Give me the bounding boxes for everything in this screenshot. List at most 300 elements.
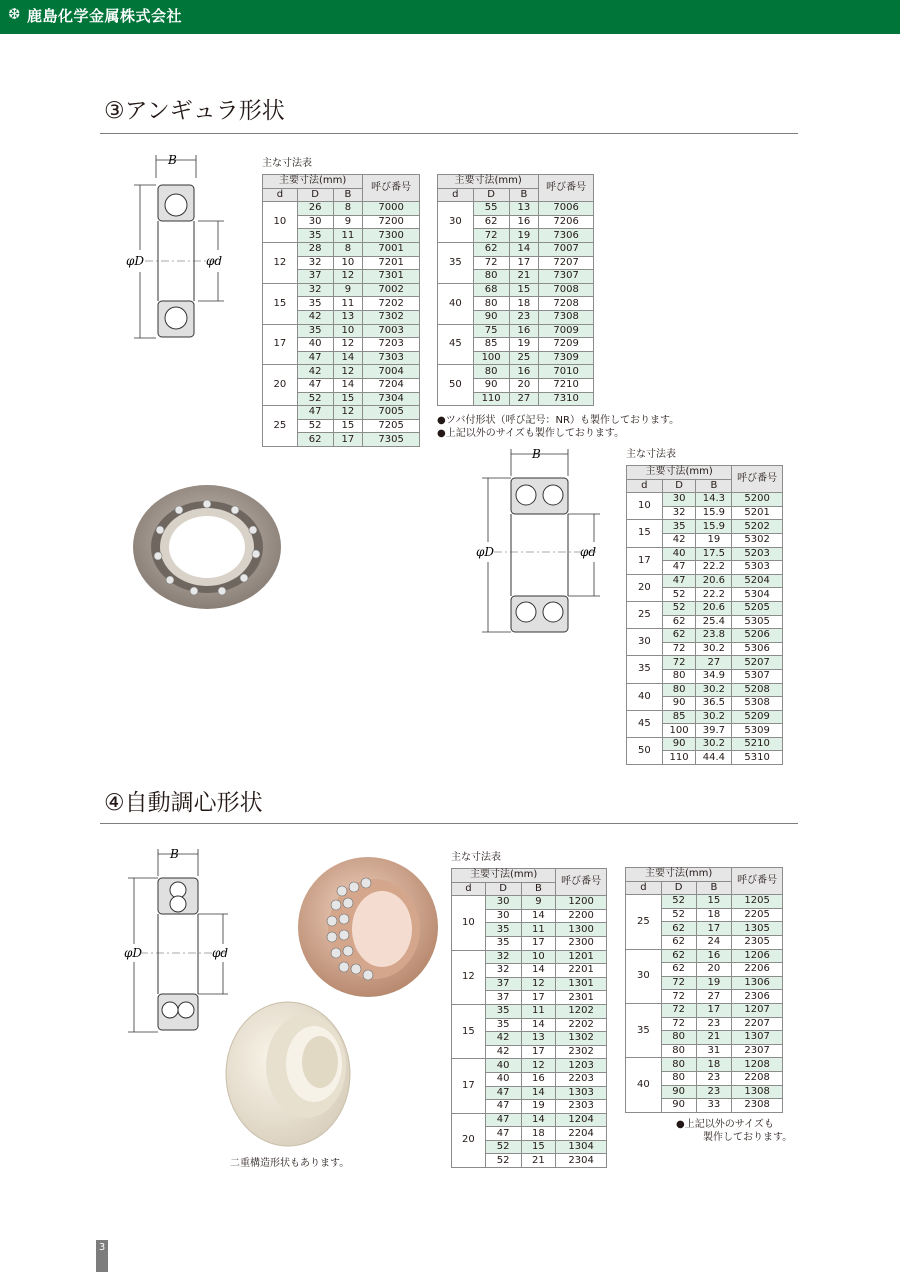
outer-D-cell: 80: [662, 669, 696, 683]
bearing-number-cell: 5207: [732, 656, 783, 670]
outer-D-cell: 62: [661, 963, 696, 977]
table-row: [627, 656, 783, 670]
outer-D-cell: 100: [473, 351, 509, 365]
section4-title: ④自動調心形状: [104, 790, 263, 816]
bearing-number-cell: 1205: [732, 895, 783, 909]
outer-D-cell: 35: [485, 1018, 521, 1032]
outer-D-cell: 30: [485, 896, 521, 910]
table-row: [263, 283, 420, 297]
outer-D-cell: 80: [661, 1071, 696, 1085]
outer-D-cell: 52: [297, 392, 333, 406]
outer-D-cell: 100: [662, 724, 696, 738]
s4-note-line1: ●上記以外のサイズも: [676, 1119, 774, 1130]
outer-D-cell: 47: [485, 1086, 521, 1100]
bearing-number-cell: 2208: [732, 1071, 783, 1085]
outer-D-cell: 62: [662, 629, 696, 643]
width-B-cell: 11: [521, 1004, 556, 1018]
outer-D-cell: 47: [485, 1100, 521, 1114]
width-B-cell: 16: [509, 324, 539, 338]
table-row: [438, 324, 594, 338]
bearing-number-cell: 1204: [556, 1113, 607, 1127]
outer-D-cell: 80: [661, 1058, 696, 1072]
bore-d-cell: 25: [627, 601, 663, 628]
width-B-cell: 15: [333, 392, 363, 406]
outer-D-cell: 52: [485, 1140, 521, 1154]
outer-D-cell: 75: [473, 324, 509, 338]
outer-D-cell: 62: [297, 433, 333, 447]
bearing-number-cell: 2201: [556, 964, 607, 978]
outer-D-cell: 47: [297, 378, 333, 392]
width-B-cell: 14: [521, 909, 556, 923]
width-B-cell: 16: [696, 949, 732, 963]
bearing-number-cell: 7006: [539, 202, 594, 216]
s3-table2-caption: 主な寸法表: [626, 449, 676, 460]
width-B-cell: 15: [696, 895, 732, 909]
bearing-number-cell: 1300: [556, 923, 607, 937]
bore-d-cell: 12: [452, 950, 486, 1004]
outer-D-cell: 47: [662, 574, 696, 588]
s4-note-line2: 製作しております。: [703, 1132, 793, 1143]
table-row: [626, 895, 783, 909]
bearing-number-cell: 7302: [363, 310, 420, 324]
bearing-number-cell: 5205: [732, 601, 783, 615]
bearing-number-cell: 2203: [556, 1072, 607, 1086]
self-aligning-table-left: 主要寸法(mm) 呼び番号 d D B 10 30 9 1200 30 14 2200 35 11 1300 35 17 2300 12 32 10 1201 32 14 2201 37 12 1301 37 17 2301 15 35 11 1202 35 14 2202 42 13 1302 42 17 2302 17 40 12 1203 40 16 2203 47 14 1303 47 19 2303 20 47 14 1204 47 18 2204 52 15 1304 52 21 2304: [451, 868, 607, 1168]
bearing-number-cell: 7210: [539, 378, 594, 392]
bore-d-cell: 25: [263, 406, 298, 447]
bore-d-cell: 35: [438, 242, 474, 283]
snowflake-icon: ❆: [8, 5, 21, 23]
bore-d-cell: 30: [627, 629, 663, 656]
bearing-number-cell: 1307: [732, 1031, 783, 1045]
width-B-cell: 13: [521, 1032, 556, 1046]
table-row: [263, 242, 420, 256]
outer-D-cell: 26: [297, 202, 333, 216]
table-row: [452, 1004, 607, 1018]
bearing-number-cell: 1202: [556, 1004, 607, 1018]
width-B-cell: 17: [521, 936, 556, 950]
bearing-number-cell: 5200: [732, 493, 783, 507]
outer-D-cell: 35: [297, 324, 333, 338]
section3-rule: [100, 133, 798, 134]
table-row: [452, 1113, 607, 1127]
width-B-cell: 14: [521, 1018, 556, 1032]
svg-text:B: B: [532, 447, 541, 461]
bearing-number-cell: 1200: [556, 896, 607, 910]
bearing-number-cell: 2301: [556, 991, 607, 1005]
bearing-number-cell: 1206: [732, 949, 783, 963]
bore-d-cell: 10: [452, 896, 486, 950]
bearing-number-cell: 2302: [556, 1045, 607, 1059]
outer-D-cell: 32: [297, 256, 333, 270]
table-row: [627, 629, 783, 643]
width-B-cell: 16: [521, 1072, 556, 1086]
bearing-number-cell: 5203: [732, 547, 783, 561]
outer-D-cell: 62: [473, 215, 509, 229]
bearing-number-cell: 1304: [556, 1140, 607, 1154]
width-B-cell: 23: [696, 1017, 732, 1031]
outer-D-cell: 90: [662, 697, 696, 711]
angular-bearing-diagram: [120, 150, 240, 345]
outer-D-cell: 47: [297, 351, 333, 365]
outer-D-cell: 47: [485, 1127, 521, 1141]
bearing-number-cell: 1306: [732, 976, 783, 990]
bearing-number-cell: 7003: [363, 324, 420, 338]
width-B-cell: 10: [333, 256, 363, 270]
width-B-cell: 15.9: [696, 520, 732, 534]
outer-D-cell: 35: [662, 520, 696, 534]
bearing-number-cell: 2303: [556, 1100, 607, 1114]
outer-D-cell: 62: [661, 922, 696, 936]
bearing-number-cell: 1208: [732, 1058, 783, 1072]
double-row-table: 主要寸法(mm) 呼び番号 d D B 10 30 14.3 5200 32 15.9 5201 15 35 15.9 5202 42 19 5302 17 40 17.5 5203 47 22.2 5303 20 47 20.6 5204 52 22.2 5304 25 52 20.6 5205 62 25.4 5305 30 62 23.8 5206 72 30.2 5306 35 72 27 5207 80 34.9 5307 40 80 30.2 5208 90 36.5 5308 45 85 30.2 5209 100 39.7 5309 50 90 30.2 5210 110 44.4 5310: [626, 465, 783, 765]
outer-D-cell: 90: [473, 310, 509, 324]
bearing-number-cell: 7205: [363, 419, 420, 433]
width-B-cell: 20.6: [696, 601, 732, 615]
bearing-number-cell: 7208: [539, 297, 594, 311]
outer-D-cell: 80: [473, 297, 509, 311]
width-B-cell: 14: [521, 1113, 556, 1127]
table-row: [263, 406, 420, 420]
bore-d-cell: 17: [263, 324, 298, 365]
bearing-number-cell: 5305: [732, 615, 783, 629]
outer-D-cell: 37: [485, 991, 521, 1005]
angular-bearing-photo: [130, 482, 285, 612]
width-B-cell: 12: [333, 270, 363, 284]
bearing-number-cell: 5202: [732, 520, 783, 534]
outer-D-cell: 42: [485, 1032, 521, 1046]
bearing-number-cell: 7305: [363, 433, 420, 447]
outer-D-cell: 35: [297, 229, 333, 243]
outer-D-cell: 32: [485, 950, 521, 964]
bore-d-cell: 17: [627, 547, 663, 574]
table-row: [438, 242, 594, 256]
outer-D-cell: 42: [662, 533, 696, 547]
bore-d-cell: 15: [452, 1004, 486, 1058]
note-nr: ●ツバ付形状（呼び記号：NR）も製作しております。: [437, 415, 680, 426]
bearing-number-cell: 2305: [732, 935, 783, 949]
bearing-number-cell: 2205: [732, 908, 783, 922]
outer-D-cell: 85: [662, 710, 696, 724]
bearing-number-cell: 7002: [363, 283, 420, 297]
outer-D-cell: 32: [485, 964, 521, 978]
table-row: [626, 1003, 783, 1017]
bearing-number-cell: 7004: [363, 365, 420, 379]
width-B-cell: 21: [509, 270, 539, 284]
label-B: B: [168, 153, 177, 167]
bore-d-cell: 20: [452, 1113, 486, 1167]
outer-D-cell: 32: [297, 283, 333, 297]
bearing-number-cell: 5304: [732, 588, 783, 602]
bearing-number-cell: 7300: [363, 229, 420, 243]
bore-d-cell: 10: [263, 202, 298, 243]
width-B-cell: 23: [696, 1085, 732, 1099]
width-B-cell: 17: [696, 922, 732, 936]
outer-D-cell: 47: [662, 561, 696, 575]
bearing-number-cell: 7306: [539, 229, 594, 243]
width-B-cell: 20: [509, 378, 539, 392]
bearing-number-cell: 1203: [556, 1059, 607, 1073]
table-row: [627, 737, 783, 751]
width-B-cell: 27: [509, 392, 539, 406]
width-B-cell: 17: [696, 1003, 732, 1017]
outer-D-cell: 35: [485, 936, 521, 950]
table-row: [438, 365, 594, 379]
svg-text:φD: φD: [124, 946, 143, 960]
bearing-number-cell: 5309: [732, 724, 783, 738]
self-aligning-bearing-photo: [296, 855, 441, 1000]
bore-d-cell: 20: [627, 574, 663, 601]
outer-D-cell: 68: [473, 283, 509, 297]
bore-d-cell: 25: [626, 895, 662, 949]
company-name: 鹿島化学金属株式会社: [27, 7, 183, 25]
bearing-number-cell: 1308: [732, 1085, 783, 1099]
table-row: [626, 949, 783, 963]
outer-D-cell: 62: [661, 935, 696, 949]
bearing-number-cell: 7203: [363, 338, 420, 352]
bore-d-cell: 12: [263, 242, 298, 283]
bearing-number-cell: 7008: [539, 283, 594, 297]
width-B-cell: 30.2: [696, 683, 732, 697]
outer-D-cell: 80: [662, 683, 696, 697]
outer-D-cell: 90: [473, 378, 509, 392]
width-B-cell: 11: [521, 923, 556, 937]
note-other-sizes: ●上記以外のサイズも製作しております。: [437, 428, 625, 439]
outer-D-cell: 72: [473, 229, 509, 243]
width-B-cell: 14: [509, 242, 539, 256]
outer-D-cell: 30: [662, 493, 696, 507]
head-no: 呼び番号: [363, 175, 420, 202]
width-B-cell: 34.9: [696, 669, 732, 683]
svg-text:φD: φD: [476, 545, 495, 559]
outer-D-cell: 72: [661, 990, 696, 1004]
bearing-number-cell: 5210: [732, 737, 783, 751]
width-B-cell: 13: [333, 310, 363, 324]
head-D: D: [297, 188, 333, 202]
table-row: [626, 1058, 783, 1072]
bore-d-cell: 50: [438, 365, 474, 406]
width-B-cell: 14: [521, 964, 556, 978]
bearing-number-cell: 2307: [732, 1044, 783, 1058]
width-B-cell: 27: [696, 656, 732, 670]
bearing-number-cell: 5303: [732, 561, 783, 575]
bearing-number-cell: 5204: [732, 574, 783, 588]
bearing-number-cell: 1302: [556, 1032, 607, 1046]
width-B-cell: 15.9: [696, 506, 732, 520]
outer-D-cell: 72: [661, 976, 696, 990]
bearing-number-cell: 2308: [732, 1099, 783, 1113]
bearing-number-cell: 2204: [556, 1127, 607, 1141]
width-B-cell: 30.2: [696, 710, 732, 724]
width-B-cell: 25.4: [696, 615, 732, 629]
bearing-number-cell: 7310: [539, 392, 594, 406]
table-row: [438, 202, 594, 216]
outer-D-cell: 90: [661, 1085, 696, 1099]
outer-D-cell: 52: [297, 419, 333, 433]
outer-D-cell: 80: [661, 1044, 696, 1058]
width-B-cell: 12: [333, 338, 363, 352]
width-B-cell: 19: [521, 1100, 556, 1114]
bore-d-cell: 50: [627, 737, 663, 764]
table-row: [627, 520, 783, 534]
table-row: [627, 601, 783, 615]
bearing-number-cell: 7207: [539, 256, 594, 270]
width-B-cell: 10: [333, 324, 363, 338]
bore-d-cell: 35: [626, 1003, 662, 1057]
width-B-cell: 36.5: [696, 697, 732, 711]
bearing-number-cell: 2200: [556, 909, 607, 923]
outer-D-cell: 40: [662, 547, 696, 561]
bearing-number-cell: 7200: [363, 215, 420, 229]
outer-D-cell: 110: [473, 392, 509, 406]
table-row: [263, 324, 420, 338]
svg-text:φd: φd: [580, 545, 597, 559]
page-header: [0, 0, 900, 34]
bearing-number-cell: 2306: [732, 990, 783, 1004]
width-B-cell: 17: [509, 256, 539, 270]
outer-D-cell: 62: [473, 242, 509, 256]
bearing-number-cell: 5310: [732, 751, 783, 765]
outer-D-cell: 35: [485, 923, 521, 937]
label-phid: φd: [206, 254, 223, 268]
width-B-cell: 13: [509, 202, 539, 216]
table-row: [263, 365, 420, 379]
bearing-number-cell: 1207: [732, 1003, 783, 1017]
width-B-cell: 9: [333, 215, 363, 229]
table-row: [627, 683, 783, 697]
head-B: B: [333, 188, 363, 202]
bore-d-cell: 35: [627, 656, 663, 683]
width-B-cell: 17: [521, 991, 556, 1005]
outer-D-cell: 52: [661, 895, 696, 909]
width-B-cell: 39.7: [696, 724, 732, 738]
bearing-number-cell: 7309: [539, 351, 594, 365]
width-B-cell: 23: [696, 1071, 732, 1085]
bore-d-cell: 45: [627, 710, 663, 737]
bore-d-cell: 15: [263, 283, 298, 324]
table-row: [452, 950, 607, 964]
width-B-cell: 12: [333, 365, 363, 379]
angular-table-left: [262, 174, 420, 447]
bearing-number-cell: 7201: [363, 256, 420, 270]
bore-d-cell: 45: [438, 324, 474, 365]
outer-D-cell: 72: [662, 642, 696, 656]
width-B-cell: 17.5: [696, 547, 732, 561]
width-B-cell: 15: [509, 283, 539, 297]
width-B-cell: 19: [509, 229, 539, 243]
outer-D-cell: 30: [297, 215, 333, 229]
width-B-cell: 17: [333, 433, 363, 447]
table-row: [438, 283, 594, 297]
bearing-number-cell: 5302: [732, 533, 783, 547]
bearing-number-cell: 5306: [732, 642, 783, 656]
outer-D-cell: 35: [485, 1004, 521, 1018]
outer-D-cell: 80: [661, 1031, 696, 1045]
bearing-number-cell: 7308: [539, 310, 594, 324]
outer-D-cell: 90: [661, 1099, 696, 1113]
outer-D-cell: 80: [473, 365, 509, 379]
svg-text:B: B: [170, 847, 179, 861]
width-B-cell: 30.2: [696, 737, 732, 751]
width-B-cell: 9: [521, 896, 556, 910]
outer-D-cell: 52: [662, 601, 696, 615]
bearing-number-cell: 7009: [539, 324, 594, 338]
bearing-number-cell: 5206: [732, 629, 783, 643]
width-B-cell: 8: [333, 202, 363, 216]
outer-D-cell: 85: [473, 338, 509, 352]
outer-D-cell: 62: [661, 949, 696, 963]
table-row: [627, 493, 783, 507]
width-B-cell: 15: [521, 1140, 556, 1154]
outer-D-cell: 42: [297, 365, 333, 379]
bearing-number-cell: 7304: [363, 392, 420, 406]
width-B-cell: 19: [696, 533, 732, 547]
width-B-cell: 44.4: [696, 751, 732, 765]
outer-D-cell: 110: [662, 751, 696, 765]
bearing-number-cell: 2304: [556, 1154, 607, 1168]
outer-D-cell: 47: [297, 406, 333, 420]
outer-D-cell: 47: [485, 1113, 521, 1127]
width-B-cell: 18: [696, 1058, 732, 1072]
outer-D-cell: 42: [297, 310, 333, 324]
outer-D-cell: 55: [473, 202, 509, 216]
bearing-number-cell: 7005: [363, 406, 420, 420]
outer-D-cell: 40: [297, 338, 333, 352]
outer-D-cell: 40: [485, 1059, 521, 1073]
bearing-number-cell: 5208: [732, 683, 783, 697]
bore-d-cell: 40: [627, 683, 663, 710]
width-B-cell: 11: [333, 297, 363, 311]
head-d: d: [263, 188, 298, 202]
double-row-bearing-diagram: [474, 446, 614, 636]
width-B-cell: 21: [521, 1154, 556, 1168]
bore-d-cell: 40: [626, 1058, 662, 1112]
bearing-number-cell: 1305: [732, 922, 783, 936]
width-B-cell: 24: [696, 935, 732, 949]
bearing-number-cell: 5308: [732, 697, 783, 711]
width-B-cell: 14.3: [696, 493, 732, 507]
width-B-cell: 30.2: [696, 642, 732, 656]
bearing-number-cell: 5307: [732, 669, 783, 683]
width-B-cell: 12: [521, 977, 556, 991]
bearing-number-cell: 1303: [556, 1086, 607, 1100]
svg-text:φd: φd: [212, 946, 229, 960]
bearing-number-cell: 2207: [732, 1017, 783, 1031]
width-B-cell: 33: [696, 1099, 732, 1113]
bearing-number-cell: 7204: [363, 378, 420, 392]
bearing-number-cell: 7307: [539, 270, 594, 284]
table-row: [627, 574, 783, 588]
outer-D-cell: 52: [485, 1154, 521, 1168]
outer-D-cell: 52: [661, 908, 696, 922]
width-B-cell: 10: [521, 950, 556, 964]
bore-d-cell: 15: [627, 520, 663, 547]
width-B-cell: 22.2: [696, 588, 732, 602]
width-B-cell: 12: [333, 406, 363, 420]
width-B-cell: 11: [333, 229, 363, 243]
width-B-cell: 20.6: [696, 574, 732, 588]
bearing-number-cell: 7007: [539, 242, 594, 256]
bearing-number-cell: 2300: [556, 936, 607, 950]
label-phiD: φD: [126, 254, 145, 268]
width-B-cell: 16: [509, 215, 539, 229]
bearing-number-cell: 1201: [556, 950, 607, 964]
table-row: [263, 202, 420, 216]
outer-D-cell: 72: [473, 256, 509, 270]
table-row: [452, 1059, 607, 1073]
angular-table-right: 主要寸法(mm) 呼び番号 d D B 30 55 13 7006 62 16 7206 72 19 7306 35 62 14 7007 72 17 7207 80 21 7307 40 68 15 7008 80 18 7208 90 23 7308 45 75 16 7009 85 19 7209 100 25 7309 50 80 16 7010 90 20 7210 110 27 7310: [437, 174, 594, 406]
table-row: [452, 896, 607, 910]
